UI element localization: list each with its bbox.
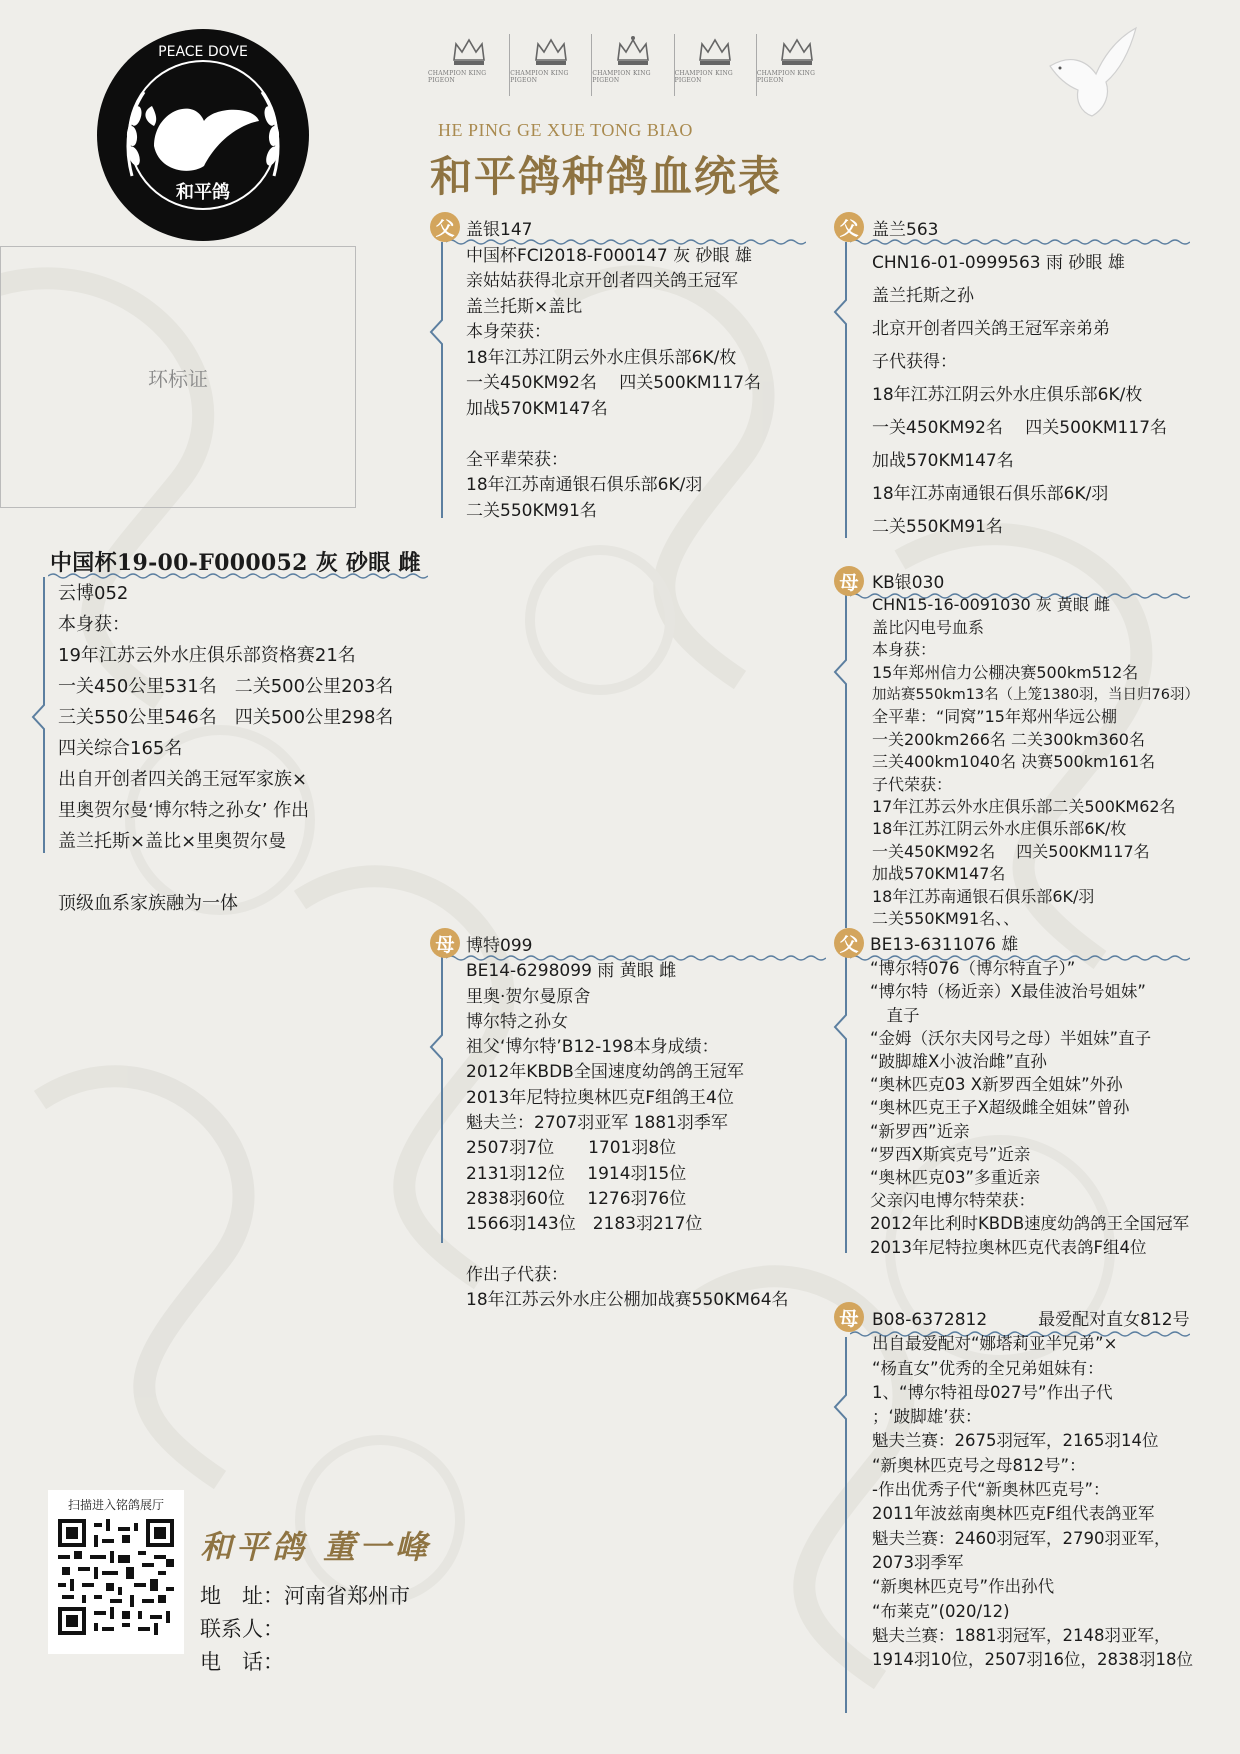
dam-bracket [428,955,444,1245]
sire-sire-line: 盖兰托斯之孙 [872,285,974,306]
header-pinyin: HE PING GE XUE TONG BIAO [438,120,693,140]
sire-dam-line: 二关550KM91名、、 [872,909,1020,929]
sire-dam-line: 15年郑州信力公棚决赛500km512名 [872,662,1139,682]
sire-dam-line: 三关400km1040名 决赛500km161名 [872,752,1156,772]
sire-dam-line: 盖比闪电号血系 [872,617,985,637]
crown-icon [614,34,652,68]
subject-line: 四关综合165名 [58,738,183,759]
crown-label: CHAMPION KING PIGEON [674,70,733,84]
sire-dam-name: KB银030 [872,573,945,593]
subject-line [58,857,393,888]
sire-line: 本身荣获： [466,322,551,342]
sire-dam-line: 加战570KM147名 [872,864,1006,884]
dam-dam-bracket [832,1335,848,1715]
dam-dam-line: 2073羽季军 [872,1552,964,1572]
dam-dam-section [872,1308,1193,1672]
sire-dam-bracket [832,590,848,930]
sire-line: 18年江苏江阴云外水庄俱乐部6K/枚 [466,347,737,368]
address-label: 地 址： [200,1584,284,1608]
sire-dam-line: 全平辈：“同窝”15年郑州华远公棚 [872,707,1117,727]
sire-line [466,422,761,448]
sire-sire-line: CHN16-01-0999563 雨 砂眼 雄 [872,252,1125,273]
dam-line: 2012年KBDB全国速度幼鸽鸽王冠军 [466,1062,744,1083]
dam-dam-line: “杨直女”优秀的全兄弟姐妹有： [872,1358,1104,1378]
subject-line: 本身获： [58,614,130,635]
dam-dam-badge: 母 [834,1302,864,1332]
contact-label: 联系人： [200,1617,284,1641]
dam-sire-line: “博尔特076（博尔特直子）” [870,959,1076,979]
crown-label: CHAMPION KING PIGEON [510,70,569,84]
dam-sire-line: “奥林匹克王子X超级雌全姐妹”曾孙 [870,1098,1130,1118]
dam-sire-section [870,934,1189,1259]
phone-row [200,1646,284,1676]
dam-line: 里奥·贺尔曼原舍 [466,986,591,1007]
page-title: 和平鸽种鸽血统表 [430,152,783,201]
subject-details [58,578,393,919]
sire-sire-line: 18年江苏江阴云外水庄俱乐部6K/枚 [872,384,1143,405]
sire-dam-badge: 母 [834,566,864,596]
sire-sire-badge: 父 [834,212,864,242]
sire-line: 二关550KM91名 [466,500,597,521]
dam-sire-name: BE13-6311076 雄 [870,935,1019,955]
crown-badge [592,34,674,96]
sire-dam-line: 一关450KM92名 四关500KM117名 [872,841,1150,861]
dam-sire-line: “新罗西”近亲 [870,1121,970,1141]
sire-dam-line: CHN15-16-0091030 灰 黄眼 雌 [872,595,1110,615]
dam-line [466,1238,789,1263]
crown-row [428,34,838,96]
dam-badge: 母 [430,928,460,958]
dam-sire-line: “博尔特（杨近亲）X最佳波治号姐妹” [870,982,1146,1002]
contact-row [200,1613,284,1643]
dam-sire-line: “奥林匹克03 X新罗西全姐妹”外孙 [870,1075,1123,1095]
qr-code-icon[interactable] [58,1519,174,1635]
crown-badge [757,34,838,96]
sire-name: 盖银147 [466,220,533,240]
dam-dam-line: 魁夫兰赛：1881羽冠军，2148羽亚军， [872,1625,1171,1645]
phone-label: 电 话： [200,1650,284,1674]
dam-sire-line: 2012年比利时KBDB速度幼鸽鸽王全国冠军 [870,1214,1190,1234]
sire-sire-section [872,218,1167,544]
dam-line: 魁夫兰：2707羽亚军 1881羽季军 [466,1113,728,1134]
dam-line: 祖父‘博尔特’B12-198本身成绩： [466,1037,719,1058]
dam-dam-line: 魁夫兰赛：2675羽冠军，2165羽14位 [872,1431,1159,1451]
footer-brand: 和平鸽 董一峰 [200,1528,432,1566]
sire-sire-line: 二关550KM91名 [872,516,1003,537]
sire-line: 亲姑姑获得北京开创者四关鸽王冠军 [466,271,738,291]
dam-line: 作出子代获： [466,1264,568,1285]
sire-sire-line: 子代获得： [872,351,957,372]
crown-badge [428,34,510,96]
crown-badge [510,34,592,96]
dam-name: 博特099 [466,936,533,956]
sire-sire-line: 18年江苏南通银石俱乐部6K/羽 [872,483,1109,504]
sire-dam-line: 加站赛550km13名（上笼1380羽，当日归76羽） [872,687,1199,704]
qr-label: 扫描进入铭鸽展厅 [67,1498,164,1512]
dam-dam-name: B08-6372812 最爱配对直女812号 [872,1310,1190,1330]
dam-section [466,934,789,1313]
subject-line: 一关450公里531名 二关500公里203名 [58,676,394,697]
peace-dove-logo [94,26,312,244]
subject-line: 出自开创者四关鸽王冠军家族× [58,769,308,790]
dam-line: 2131羽12位 1914羽15位 [466,1163,687,1184]
dam-dam-line: -作出优秀子代“新奥林匹克号”： [872,1480,1110,1500]
dam-sire-line: 父亲闪电博尔特荣获： [870,1191,1035,1211]
dam-dam-line: 1、“博尔特祖母027号”作出子代 [872,1382,1113,1402]
crown-icon [532,34,570,68]
sire-sire-name: 盖兰563 [872,220,939,240]
dam-sire-line: 直子 [870,1005,920,1025]
dam-line: 1566羽143位 2183羽217位 [466,1214,703,1235]
subject-line: 三关550公里546名 四关500公里298名 [58,707,394,728]
dam-sire-line: “罗西X斯宾克号”近亲 [870,1144,1031,1164]
dove-icon [1040,20,1140,124]
subject-line: 云博052 [58,583,129,604]
crown-icon [450,34,488,68]
dam-line: 2838羽60位 1276羽76位 [466,1188,687,1209]
dam-dam-line: 1914羽10位，2507羽16位，2838羽18位 [872,1650,1193,1670]
dam-line: 18年江苏云外水庄公棚加战赛550KM64名 [466,1290,789,1311]
logo-top-text: PEACE DOVE [158,44,248,60]
crown-icon [778,34,816,68]
crown-label: CHAMPION KING PIGEON [428,70,487,84]
sire-line: 加战570KM147名 [466,398,608,419]
sire-bracket [428,240,444,520]
dam-line: 2013年尼特拉奥林匹克F组鸽王4位 [466,1087,734,1108]
dam-dam-line: ；‘跛脚雄’获： [872,1407,982,1427]
dam-dam-line: “布莱克”(020/12) [872,1601,1010,1621]
crown-label: CHAMPION KING PIGEON [756,70,816,84]
ring-certificate-box [0,246,356,508]
ring-certificate-label: 环标证 [148,366,208,391]
sire-dam-section [872,572,1199,931]
dam-sire-line: 2013年尼特拉奥林匹克代表鸽F组4位 [870,1237,1147,1257]
address-row [200,1580,410,1610]
sire-dam-line: 子代荣获： [872,774,953,794]
dam-line: BE14-6298099 雨 黄眼 雌 [466,961,677,982]
crown-badge [675,34,757,96]
sire-line: 中国杯FCI2018-F000147 灰 砂眼 雄 [466,245,752,266]
sire-badge: 父 [430,212,460,242]
sire-dam-line: 18年江苏江阴云外水庄俱乐部6K/枚 [872,819,1127,839]
sire-line: 一关450KM92名 四关500KM117名 [466,373,762,393]
sire-dam-line: 本身获： [872,640,937,660]
sire-line: 18年江苏南通银石俱乐部6K/羽 [466,475,703,495]
dam-sire-badge: 父 [834,928,864,958]
address-value: 河南省郑州市 [284,1584,410,1608]
subject-bracket [30,575,46,855]
sire-section [466,218,761,524]
logo-bottom-text: 和平鸽 [176,182,230,203]
dam-dam-line: 2011年波兹南奥林匹克F组代表鸽亚军 [872,1504,1155,1524]
dam-dam-line: “新奥林匹克号之母812号”： [872,1455,1086,1475]
dam-sire-line: “奥林匹克03”多重近亲 [870,1168,1041,1188]
dam-line: 2507羽7位 1701羽8位 [466,1138,677,1159]
sire-line: 全平辈荣获： [466,449,568,470]
dam-dam-line: “新奥林匹克号”作出孙代 [872,1577,1055,1597]
subject-line: 里奥贺尔曼‘博尔特之孙女’ 作出 [58,800,310,821]
subject-title: 中国杯19-00-F000052 灰 砂眼 雌 [50,550,421,576]
subject-line: 顶级血系家族融为一体 [58,893,238,914]
sire-dam-line: 17年江苏云外水庄俱乐部二关500KM62名 [872,797,1176,817]
dam-sire-line: “金姆（沃尔夫冈号之母）半姐妹”直子 [870,1028,1152,1048]
sire-dam-line: 18年江苏南通银石俱乐部6K/羽 [872,886,1095,906]
dam-line: 博尔特之孙女 [466,1011,568,1032]
dam-dam-line: 出自最爱配对“娜塔莉亚半兄弟”× [872,1334,1118,1354]
dam-sire-bracket [832,955,848,1255]
dam-dam-line: 魁夫兰赛：2460羽冠军，2790羽亚军， [872,1528,1171,1548]
qr-card[interactable] [48,1490,184,1654]
sire-sire-bracket [832,240,848,540]
subject-line: 盖兰托斯×盖比×里奥贺尔曼 [58,831,287,852]
sire-dam-line: 一关200km266名 二关300km360名 [872,729,1145,749]
crown-label: CHAMPION KING PIGEON [592,70,651,84]
sire-line: 盖兰托斯×盖比 [466,296,583,317]
sire-sire-line: 北京开创者四关鸽王冠军亲弟弟 [872,318,1110,339]
dam-sire-line: “跛脚雄X小波治雌”直孙 [870,1052,1047,1072]
subject-line: 19年江苏云外水庄俱乐部资格赛21名 [58,645,356,666]
sire-sire-line: 加战570KM147名 [872,450,1014,471]
crown-icon [696,34,734,68]
sire-sire-line: 一关450KM92名 四关500KM117名 [872,417,1168,438]
